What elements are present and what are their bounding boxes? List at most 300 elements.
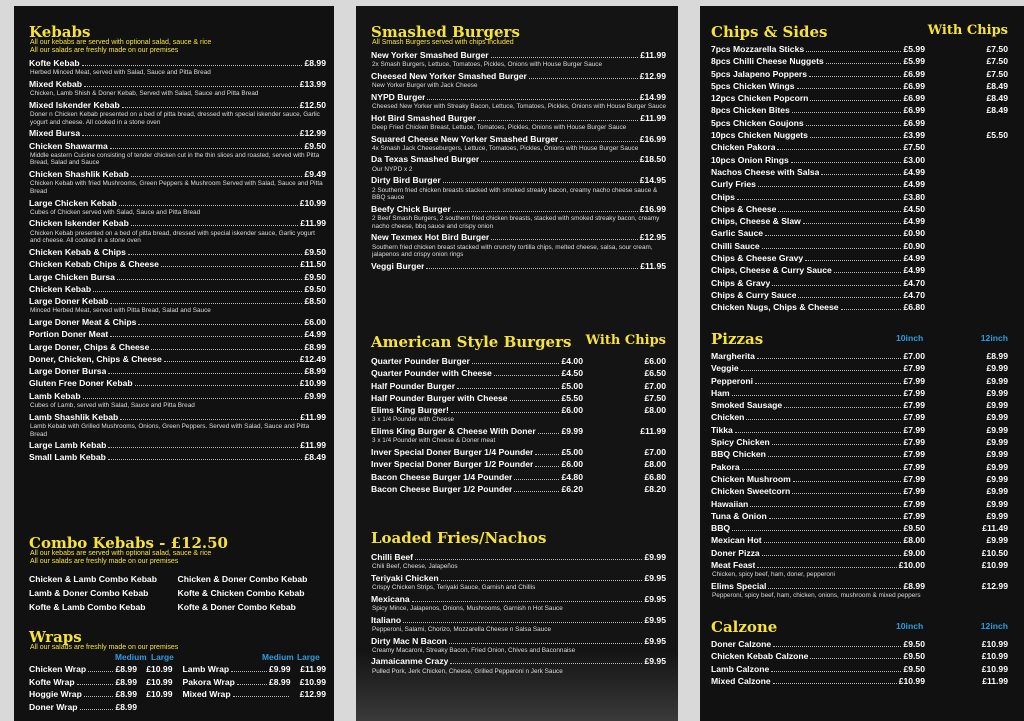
item-price: £4.00 xyxy=(561,356,583,366)
item-description: Deep Fried Chicken Breast, Lettuce, Tomatoes, Pickles, Onions with House Burger Sauce xyxy=(372,123,627,131)
pizza-item-row xyxy=(711,424,1008,436)
american-item-row xyxy=(371,392,666,404)
item-name: Ham xyxy=(711,387,730,398)
item-price: £7.99 xyxy=(903,461,925,472)
pizza-item-row xyxy=(711,485,1008,497)
item-name: Chips & Curry Sauce xyxy=(711,289,797,300)
combo-section xyxy=(29,534,326,614)
item-price: £11.99 xyxy=(300,218,326,229)
pizza-item-row xyxy=(711,399,1008,411)
item-price-with-chips: £10.99 xyxy=(981,560,1008,571)
pizza-item-row xyxy=(711,448,1008,460)
pizza-item xyxy=(711,461,1008,473)
combo-item: Lamb & Doner Combo Kebab xyxy=(29,588,149,598)
pizza-item xyxy=(711,559,1008,579)
item-description: 4x Smash Jack Cheeseburgers, Lettuce, Tomatoes, Pickles, Onions with House Burger Sauce xyxy=(372,144,639,152)
item-name: NYPD Burger xyxy=(371,91,426,102)
wrap-list-right xyxy=(183,663,327,713)
smashed-item xyxy=(371,112,666,132)
dot-leader xyxy=(161,266,298,267)
item-price: £0.90 xyxy=(903,240,925,251)
item-name: Tuna & Onion xyxy=(711,510,767,521)
item-price: £3.00 xyxy=(903,154,925,165)
item-name: Chips & Cheese xyxy=(711,203,777,214)
kebab-item xyxy=(29,341,326,353)
calzone-item xyxy=(711,663,1008,675)
dot-leader xyxy=(403,622,642,623)
item-price: £11.99 xyxy=(300,440,326,451)
kebab-item xyxy=(29,258,326,270)
american-item xyxy=(371,458,666,470)
dot-leader xyxy=(119,205,298,206)
dot-leader xyxy=(450,663,642,664)
smashed-item xyxy=(371,203,666,230)
kebab-item xyxy=(29,168,326,195)
dot-leader xyxy=(441,580,643,581)
item-price: £11.99 xyxy=(300,411,326,422)
item-price: £12.99 xyxy=(299,128,326,139)
wrap-size-large: Large xyxy=(297,652,320,662)
dot-leader xyxy=(771,671,901,672)
wrap-price-large: £10.99 xyxy=(146,689,173,699)
smashed-item xyxy=(371,133,666,153)
side-item-row xyxy=(711,178,1008,190)
side-item-row xyxy=(711,129,1008,141)
wrap-list-left xyxy=(29,663,183,713)
item-name: Lamb Calzone xyxy=(711,663,770,674)
pizza-item-row xyxy=(711,436,1008,448)
calzone-size-12: 12inch xyxy=(980,621,1008,631)
dot-leader xyxy=(108,459,303,460)
item-price: £4.80 xyxy=(561,471,583,482)
calzone-item-row xyxy=(711,663,1008,675)
item-name: Cheesed New Yorker Smashed Burger xyxy=(371,70,527,81)
smashed-item xyxy=(371,231,666,258)
kebab-item xyxy=(29,99,326,126)
item-name: Chicken Kebab xyxy=(29,283,92,294)
item-description: 2 Southern fried chicken breasts stacked with smoked streaky bacon, creamy nacho cheese sauce & BBQ sauce xyxy=(372,186,658,202)
dot-leader xyxy=(773,646,901,647)
chips-with-chips: With Chips xyxy=(927,23,1008,38)
kebab-item-row xyxy=(29,258,326,270)
side-item-row xyxy=(711,240,1008,252)
item-name: Quarter Pounder Burger xyxy=(371,356,470,366)
item-description: New Yorker Burger with Jack Cheese xyxy=(372,82,478,90)
item-name: Chicken Sweetcorn xyxy=(711,486,791,497)
item-name: Chicken Nugs, Chips & Cheese xyxy=(711,302,839,313)
pizza-item-row xyxy=(711,522,1008,534)
item-price-with-chips: £9.99 xyxy=(986,461,1008,472)
calzone-item-row xyxy=(711,650,1008,662)
loaded-item xyxy=(371,593,666,613)
item-price: £4.99 xyxy=(903,253,925,264)
item-name: Lamb Wrap xyxy=(182,664,230,674)
loaded-item-row xyxy=(371,593,666,605)
pizza-item xyxy=(711,498,1008,510)
item-name: Gluten Free Doner Kebab xyxy=(29,378,133,389)
side-item-row xyxy=(711,215,1008,227)
wrap-size-large: Large xyxy=(151,652,174,662)
dot-leader xyxy=(491,57,639,58)
item-name: Elims King Burger & Cheese With Doner xyxy=(371,426,536,437)
dot-leader xyxy=(768,588,901,589)
dot-leader xyxy=(772,444,902,445)
item-price: £7.99 xyxy=(903,424,925,435)
item-price: £7.00 xyxy=(903,351,925,361)
pizza-item-row xyxy=(711,580,1008,592)
item-description: 3 x 1/4 Pounder with Cheese & Doner meat xyxy=(372,437,496,445)
calzone-item-row xyxy=(711,675,1008,687)
loaded-section xyxy=(371,529,666,676)
item-description: Cheesed New Yorker with Streaky Bacon, Lettuce, Tomatoes, Pickles, Onions with House Burger Sauce xyxy=(372,103,667,111)
item-name: Bacon Cheese Burger 1/4 Pounder xyxy=(371,471,513,482)
item-name: Mixed Calzone xyxy=(711,675,771,686)
american-item xyxy=(371,380,666,392)
item-name: Chips, Cheese & Curry Sauce xyxy=(711,265,832,276)
side-item-row xyxy=(711,264,1008,276)
item-name: 8pcs Chicken Bites xyxy=(711,105,790,116)
item-price: £4.70 xyxy=(903,289,925,300)
side-item-row xyxy=(711,55,1008,67)
item-price-with-chips: £11.99 xyxy=(982,675,1008,686)
item-price: £8.99 xyxy=(903,580,925,591)
kebab-item xyxy=(29,283,326,295)
wrap-price-large: £10.99 xyxy=(146,676,173,687)
dot-leader xyxy=(772,285,901,286)
item-name: New Yorker Smashed Burger xyxy=(371,50,489,60)
smashed-item-row xyxy=(371,174,666,186)
pizza-item xyxy=(711,387,1008,399)
pizza-item-row xyxy=(711,547,1008,559)
side-item-row xyxy=(711,301,1008,313)
item-price-with-chips: £10.99 xyxy=(981,639,1008,649)
calzone-title: Calzone xyxy=(711,618,778,636)
wraps-note: All our salads are freshly made on our premises xyxy=(30,644,179,651)
dot-leader xyxy=(777,149,901,150)
dot-leader xyxy=(742,469,902,470)
kebab-item xyxy=(29,57,326,77)
wrap-item xyxy=(29,701,173,714)
smashed-item-row xyxy=(371,133,666,145)
dot-leader xyxy=(821,174,901,175)
item-price: £18.50 xyxy=(639,154,666,165)
item-name: BBQ xyxy=(711,523,731,534)
dot-leader xyxy=(758,186,902,187)
combo-title: Combo Kebabs - £12.50 xyxy=(29,534,228,552)
wrap-price-large: £12.99 xyxy=(299,689,326,699)
item-description: Pepperoni, spicy beef, ham, chicken, onions, mushroom & mixed peppers xyxy=(712,592,921,600)
side-item-row xyxy=(711,104,1008,116)
item-name: Large Chicken Bursa xyxy=(29,271,115,282)
item-price: £10.99 xyxy=(898,675,925,686)
item-description: Cubes of Chicken served with Salad, Sauce and Pitta Bread xyxy=(30,208,201,216)
item-price: £9.50 xyxy=(903,639,925,649)
dot-leader xyxy=(803,223,902,224)
dot-leader xyxy=(773,683,897,684)
side-item xyxy=(711,215,1008,227)
item-name: Chilli Beef xyxy=(371,552,414,562)
item-price-with-chips: £9.99 xyxy=(986,473,1008,484)
dot-leader xyxy=(108,373,302,374)
side-item xyxy=(711,178,1008,190)
side-item xyxy=(711,55,1008,67)
kebab-item-row xyxy=(29,316,326,328)
item-price-with-chips: £8.49 xyxy=(986,80,1008,91)
item-price-with-chips: £7.00 xyxy=(644,446,666,457)
wrap-item xyxy=(29,663,173,676)
item-price: £9.99 xyxy=(644,552,666,562)
item-price-with-chips: £8.00 xyxy=(644,405,666,416)
smashed-item-row xyxy=(371,203,666,215)
kebab-item xyxy=(29,328,326,340)
dot-leader xyxy=(529,78,638,79)
dot-leader xyxy=(151,349,302,350)
kebab-item-row xyxy=(29,140,326,152)
item-price: £4.50 xyxy=(903,203,925,214)
pizza-item xyxy=(711,399,1008,411)
side-item-row xyxy=(711,191,1008,203)
item-name: Elims Special xyxy=(711,580,767,591)
wrap-item xyxy=(183,663,327,676)
item-price: £4.99 xyxy=(304,329,326,340)
item-name: Large Doner Bursa xyxy=(29,366,107,377)
dot-leader xyxy=(793,481,902,482)
smashed-title: Smashed Burgers xyxy=(371,23,520,41)
item-name: Veggi Burger xyxy=(371,260,425,271)
dot-leader xyxy=(778,211,901,212)
smashed-item xyxy=(371,70,666,90)
smashed-item xyxy=(371,174,666,201)
item-name: Hawaiian xyxy=(711,498,749,509)
item-name: 10pcs Chicken Nuggets xyxy=(711,130,808,141)
item-price: £7.99 xyxy=(903,412,925,423)
item-price: £4.99 xyxy=(903,166,925,177)
pizza-item-row xyxy=(711,559,1008,571)
loaded-item-row xyxy=(371,614,666,626)
american-item xyxy=(371,404,666,424)
kebab-item-row xyxy=(29,168,326,180)
dot-leader xyxy=(135,385,298,386)
wrap-item xyxy=(29,688,173,701)
kebab-item-row xyxy=(29,78,326,90)
panel-middle xyxy=(356,6,678,721)
kebab-item xyxy=(29,377,326,389)
item-price: £7.99 xyxy=(903,449,925,460)
kebabs-note: All our salads are freshly made on our premises xyxy=(30,47,179,54)
pizzas-section xyxy=(711,330,1008,601)
dot-leader xyxy=(120,419,298,420)
kebab-item xyxy=(29,451,326,463)
kebab-item xyxy=(29,127,326,139)
side-item xyxy=(711,227,1008,239)
american-item-row xyxy=(371,425,666,437)
calzone-item xyxy=(711,650,1008,662)
wrap-item xyxy=(183,688,327,701)
side-item xyxy=(711,104,1008,116)
pizza-item xyxy=(711,436,1008,448)
item-name: 10pcs Onion Rings xyxy=(711,154,789,165)
side-item-row xyxy=(711,166,1008,178)
item-name: Chips & Gravy xyxy=(711,277,771,288)
item-price-with-chips: £9.99 xyxy=(986,400,1008,411)
american-item xyxy=(371,446,666,458)
item-name: Large Doner Kebab xyxy=(29,296,109,307)
side-item xyxy=(711,154,1008,166)
item-name: Dirty Bird Burger xyxy=(371,175,441,186)
kebab-item-row xyxy=(29,439,326,451)
kebab-item-row xyxy=(29,246,326,258)
item-price: £9.95 xyxy=(644,656,666,667)
item-name: Italiano xyxy=(371,614,402,625)
loaded-item xyxy=(371,572,666,592)
kebabs-title: Kebabs xyxy=(29,23,91,41)
american-list xyxy=(371,355,666,495)
smashed-list xyxy=(371,49,666,272)
item-description: Chicken Kebab with fried Mushrooms, Green Peppers & Mushroom Served with Salad, Sauce and Pitta Bread xyxy=(30,180,323,195)
dot-leader xyxy=(494,375,560,376)
item-name: Da Texas Smashed Burger xyxy=(371,154,480,165)
dot-leader xyxy=(77,684,114,685)
item-price-with-chips: £5.50 xyxy=(986,130,1008,141)
item-price: £12.99 xyxy=(639,70,666,81)
wrap-price-large: £10.99 xyxy=(146,664,173,674)
dot-leader xyxy=(82,135,298,136)
item-price-with-chips: £6.80 xyxy=(644,471,666,482)
kebab-item xyxy=(29,439,326,451)
item-price: £7.50 xyxy=(903,142,925,153)
dot-leader xyxy=(164,361,298,362)
calzone-item xyxy=(711,638,1008,650)
item-price: £9.99 xyxy=(561,426,583,437)
item-description: Chicken, Lamb Shish & Doner Kebab, Served with Salad, Sauce and Pitta Bread xyxy=(30,90,259,98)
item-price: £10.00 xyxy=(898,560,925,571)
pizza-item-row xyxy=(711,510,1008,522)
item-name: Doner, Chicken, Chips & Cheese xyxy=(29,353,162,364)
pizza-item xyxy=(711,547,1008,559)
american-item-row xyxy=(371,355,666,367)
dot-leader xyxy=(453,211,638,212)
american-title: American Style Burgers xyxy=(371,333,572,351)
item-price: £10.99 xyxy=(299,378,326,389)
side-item xyxy=(711,191,1008,203)
calzone-item-row xyxy=(711,638,1008,650)
item-price: £4.99 xyxy=(903,216,925,227)
pizza-item xyxy=(711,411,1008,423)
item-name: Chicken Kebab Calzone xyxy=(711,651,809,662)
dot-leader xyxy=(769,518,902,519)
wrap-price-medium: £8.99 xyxy=(115,701,137,712)
item-name: Kofte Wrap xyxy=(29,676,75,687)
wrap-price-medium: £8.99 xyxy=(115,664,137,674)
item-price: £7.99 xyxy=(903,437,925,448)
smashed-item-row xyxy=(371,91,666,103)
item-name: Mixed Iskender Kebab xyxy=(29,99,120,110)
item-name: Teriyaki Chicken xyxy=(371,572,439,583)
item-name: Chicken Kebab & Chips xyxy=(29,246,126,257)
smashed-item-row xyxy=(371,153,666,165)
item-price-with-chips: £11.99 xyxy=(640,426,666,437)
pizzas-title: Pizzas xyxy=(711,330,764,348)
dot-leader xyxy=(741,370,902,371)
item-name: Chips & Cheese Gravy xyxy=(711,253,804,264)
item-price-with-chips: £9.99 xyxy=(986,424,1008,435)
side-item xyxy=(711,252,1008,264)
item-price: £4.70 xyxy=(903,277,925,288)
combo-item: Kofte & Lamb Combo Kebab xyxy=(29,602,146,612)
side-item xyxy=(711,68,1008,80)
pizza-size-10: 10inch xyxy=(896,333,924,343)
dot-leader xyxy=(538,433,560,434)
dot-leader xyxy=(732,395,902,396)
dot-leader xyxy=(117,279,303,280)
dot-leader xyxy=(765,235,901,236)
side-item xyxy=(711,264,1008,276)
item-price: £7.99 xyxy=(903,400,925,411)
item-price: £3.80 xyxy=(903,191,925,202)
side-item-row xyxy=(711,117,1008,129)
dot-leader xyxy=(535,466,559,467)
item-description: 2 Beef Smash Burgers, 2 southern fried chicken breasts, stacked with smoked streaky bacon, creamy nacho cheese, bbq sauce and crispy onion xyxy=(372,215,660,230)
item-price: £9.95 xyxy=(644,572,666,583)
dot-leader xyxy=(732,530,901,531)
dot-leader xyxy=(805,260,901,261)
kebab-item-row xyxy=(29,451,326,463)
item-price-with-chips: £9.99 xyxy=(986,510,1008,521)
loaded-item-row xyxy=(371,655,666,667)
item-price: £5.00 xyxy=(561,380,583,391)
dot-leader xyxy=(797,88,902,89)
item-name: Mixed Bursa xyxy=(29,128,81,139)
kebab-item xyxy=(29,390,326,410)
pizza-item xyxy=(711,362,1008,374)
pizza-item xyxy=(711,424,1008,436)
side-item-row xyxy=(711,203,1008,215)
item-price-with-chips: £9.99 xyxy=(986,498,1008,509)
item-name: Large Doner Meat & Chips xyxy=(29,316,137,327)
combo-item: Chicken & Doner Combo Kebab xyxy=(177,574,308,584)
item-name: Small Lamb Kebab xyxy=(29,452,106,463)
kebab-item-row xyxy=(29,295,326,307)
smashed-item-row xyxy=(371,49,666,61)
side-item xyxy=(711,129,1008,141)
item-price: £11.99 xyxy=(640,112,666,123)
side-item xyxy=(711,301,1008,313)
calzone-size-10: 10inch xyxy=(896,621,924,631)
dot-leader xyxy=(237,684,267,685)
dot-leader xyxy=(510,400,560,401)
dot-leader xyxy=(451,412,560,413)
kebabs-note: All our kebabs are served with optional salad, sauce & rice xyxy=(30,39,212,46)
item-price: £6.80 xyxy=(903,302,925,313)
item-name: Bacon Cheese Burger 1/2 Pounder xyxy=(371,483,513,494)
pizza-list xyxy=(711,350,1008,600)
loaded-item-row xyxy=(371,551,666,563)
loaded-item xyxy=(371,635,666,655)
kebab-list xyxy=(29,57,326,464)
dot-leader xyxy=(110,148,303,149)
item-description: Our NYPD x 2 xyxy=(372,165,413,173)
dot-leader xyxy=(412,601,643,602)
item-price: £5.99 xyxy=(903,56,925,67)
loaded-item xyxy=(371,655,666,675)
american-item-row xyxy=(371,483,666,495)
side-item-row xyxy=(711,80,1008,92)
dot-leader xyxy=(457,388,559,389)
side-item xyxy=(711,277,1008,289)
item-name: Portion Doner Meat xyxy=(29,329,109,340)
item-price-with-chips: £8.49 xyxy=(986,105,1008,116)
item-price-with-chips: £8.49 xyxy=(986,93,1008,104)
